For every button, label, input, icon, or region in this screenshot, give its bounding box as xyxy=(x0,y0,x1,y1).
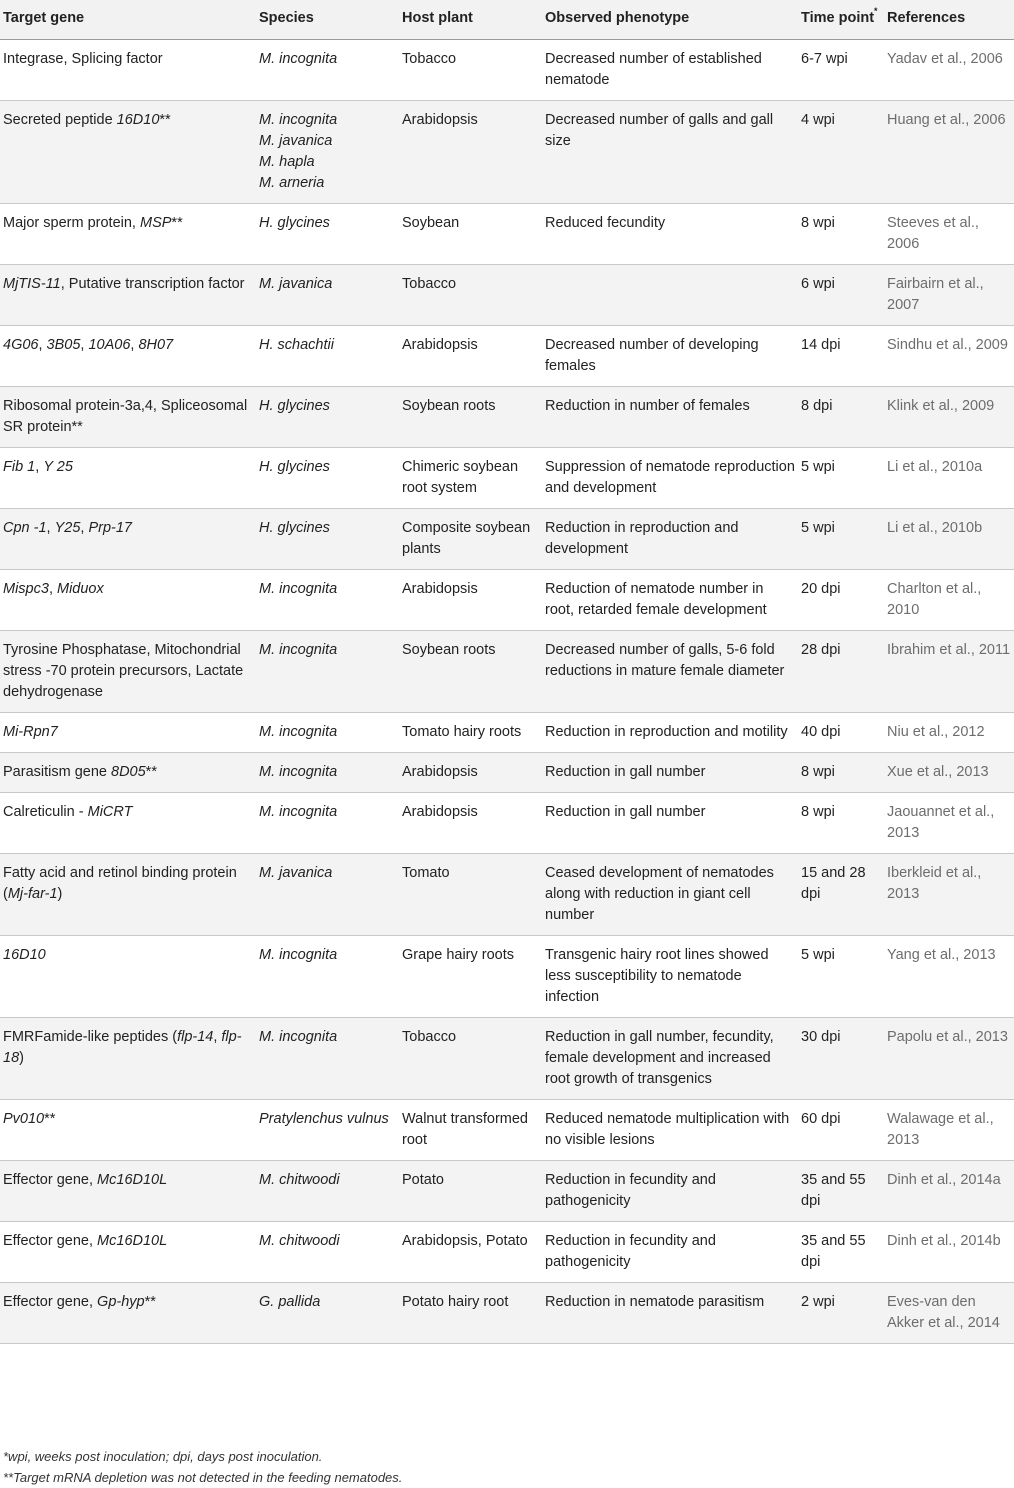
gene-text-segment: Miduox xyxy=(57,581,104,597)
cell-time-point: 8 dpi xyxy=(798,387,884,448)
header-time-point xyxy=(798,0,884,40)
cell-species xyxy=(256,101,399,204)
cell-reference: Klink et al., 2009 xyxy=(884,387,1014,448)
gene-text-segment: , xyxy=(80,520,89,536)
cell-species xyxy=(256,854,399,936)
table-row xyxy=(0,854,1014,936)
cell-phenotype: Reduction of nematode number in root, retarded female development xyxy=(542,570,798,631)
cell-phenotype: Decreased number of galls and gall size xyxy=(542,101,798,204)
gene-text-segment: , xyxy=(213,1029,222,1045)
header-target-gene: Target gene xyxy=(0,0,256,40)
table-row xyxy=(0,101,1014,204)
species-name: Pratylenchus vulnus xyxy=(259,1111,389,1127)
cell-target-gene xyxy=(0,448,256,509)
cell-phenotype: Reduction in gall number xyxy=(542,753,798,793)
gene-text-segment: 8D05 xyxy=(111,764,146,780)
gene-text-segment: Major sperm protein, xyxy=(3,215,140,231)
cell-reference: Walawage et al., 2013 xyxy=(884,1100,1014,1161)
cell-target-gene xyxy=(0,1161,256,1222)
cell-host-plant: Arabidopsis xyxy=(399,753,542,793)
cell-target-gene xyxy=(0,854,256,936)
cell-time-point: 40 dpi xyxy=(798,713,884,753)
cell-target-gene xyxy=(0,936,256,1018)
footnote-abbreviations: *wpi, weeks post inoculation; dpi, days post inoculation. xyxy=(3,1449,323,1464)
cell-host-plant: Soybean xyxy=(399,204,542,265)
cell-host-plant: Arabidopsis xyxy=(399,326,542,387)
cell-host-plant: Potato xyxy=(399,1161,542,1222)
species-name: M. arneria xyxy=(259,175,325,191)
table-row xyxy=(0,1222,1014,1283)
cell-reference: Eves-van den Akker et al., 2014 xyxy=(884,1283,1014,1344)
cell-species xyxy=(256,713,399,753)
cell-time-point: 30 dpi xyxy=(798,1018,884,1100)
gene-text-segment: Y 25 xyxy=(43,459,73,475)
cell-reference: Iberkleid et al., 2013 xyxy=(884,854,1014,936)
gene-text-segment: Y25 xyxy=(54,520,81,536)
gene-text-segment: , xyxy=(46,520,55,536)
gene-text-segment: Effector gene, xyxy=(3,1172,98,1188)
table-row xyxy=(0,326,1014,387)
species-name: H. glycines xyxy=(259,459,330,475)
cell-reference: Niu et al., 2012 xyxy=(884,713,1014,753)
cell-reference: Charlton et al., 2010 xyxy=(884,570,1014,631)
table-row xyxy=(0,40,1014,101)
cell-time-point: 60 dpi xyxy=(798,1100,884,1161)
gene-text-segment: ** xyxy=(171,215,183,231)
gene-text-segment: 3B05 xyxy=(46,337,81,353)
cell-time-point: 6 wpi xyxy=(798,265,884,326)
cell-reference: Steeves et al., 2006 xyxy=(884,204,1014,265)
table-row xyxy=(0,1161,1014,1222)
table-row xyxy=(0,570,1014,631)
cell-time-point: 35 and 55 dpi xyxy=(798,1222,884,1283)
gene-text-segment: Calreticulin - xyxy=(3,804,88,820)
cell-host-plant: Composite soybean plants xyxy=(399,509,542,570)
species-name: H. glycines xyxy=(259,398,330,414)
gene-text-segment: Mc16D10L xyxy=(97,1172,168,1188)
gene-text-segment: Pv010 xyxy=(3,1111,45,1127)
gene-text-segment: Mi-Rpn7 xyxy=(3,724,58,740)
gene-text-segment: flp-14 xyxy=(177,1029,214,1045)
gene-text-segment: 10A06 xyxy=(88,337,131,353)
cell-time-point: 8 wpi xyxy=(798,793,884,854)
cell-species xyxy=(256,326,399,387)
cell-target-gene xyxy=(0,753,256,793)
species-name: M. incognita xyxy=(259,947,338,963)
cell-reference: Yang et al., 2013 xyxy=(884,936,1014,1018)
gene-text-segment: Mj-far-1 xyxy=(7,886,58,902)
cell-target-gene xyxy=(0,570,256,631)
cell-host-plant: Tomato hairy roots xyxy=(399,713,542,753)
cell-target-gene xyxy=(0,326,256,387)
cell-host-plant: Arabidopsis xyxy=(399,570,542,631)
table-header-row xyxy=(0,0,1014,40)
table-row xyxy=(0,448,1014,509)
gene-text-segment: Cpn -1 xyxy=(3,520,47,536)
gene-text-segment: , xyxy=(38,337,47,353)
species-name: H. glycines xyxy=(259,520,330,536)
cell-host-plant: Soybean roots xyxy=(399,387,542,448)
cell-phenotype: Reduced fecundity xyxy=(542,204,798,265)
gene-text-segment: 4G06 xyxy=(3,337,39,353)
cell-phenotype: Decreased number of established nematode xyxy=(542,40,798,101)
cell-reference: Li et al., 2010a xyxy=(884,448,1014,509)
cell-species xyxy=(256,1222,399,1283)
cell-time-point: 8 wpi xyxy=(798,753,884,793)
table-row xyxy=(0,713,1014,753)
cell-species xyxy=(256,570,399,631)
cell-species xyxy=(256,1018,399,1100)
cell-time-point: 20 dpi xyxy=(798,570,884,631)
table-row xyxy=(0,509,1014,570)
cell-target-gene xyxy=(0,793,256,854)
cell-species xyxy=(256,1283,399,1344)
cell-time-point: 4 wpi xyxy=(798,101,884,204)
gene-text-segment: ** xyxy=(44,1111,56,1127)
gene-text-segment: MSP xyxy=(140,215,172,231)
cell-phenotype: Reduction in fecundity and pathogenicity xyxy=(542,1161,798,1222)
gene-text-segment: Effector gene, xyxy=(3,1294,98,1310)
cell-target-gene xyxy=(0,1018,256,1100)
cell-host-plant: Tomato xyxy=(399,854,542,936)
cell-phenotype: Reduction in gall number, fecundity, female development and increased root growth of transgenics xyxy=(542,1018,798,1100)
cell-time-point: 28 dpi xyxy=(798,631,884,713)
species-name: G. pallida xyxy=(259,1294,321,1310)
cell-phenotype: Reduced nematode multiplication with no visible lesions xyxy=(542,1100,798,1161)
cell-phenotype: Reduction in number of females xyxy=(542,387,798,448)
cell-time-point: 6-7 wpi xyxy=(798,40,884,101)
gene-text-segment: 16D10 xyxy=(116,112,160,128)
cell-phenotype: Reduction in reproduction and motility xyxy=(542,713,798,753)
gene-text-segment: 16D10 xyxy=(3,947,46,963)
cell-host-plant: Tobacco xyxy=(399,265,542,326)
gene-text-segment: , Putative transcription factor xyxy=(60,276,245,292)
table-footnotes xyxy=(3,1446,402,1488)
species-name: M. incognita xyxy=(259,1029,338,1045)
species-name: M. hapla xyxy=(259,154,315,170)
cell-species xyxy=(256,265,399,326)
cell-host-plant: Tobacco xyxy=(399,40,542,101)
header-time-point-mark: * xyxy=(874,6,878,17)
species-name: M. incognita xyxy=(259,581,338,597)
cell-species xyxy=(256,793,399,854)
cell-species xyxy=(256,509,399,570)
species-name: M. incognita xyxy=(259,112,338,128)
header-phenotype: Observed phenotype xyxy=(542,0,798,40)
cell-phenotype: Decreased number of developing females xyxy=(542,326,798,387)
cell-host-plant: Arabidopsis xyxy=(399,101,542,204)
cell-reference: Li et al., 2010b xyxy=(884,509,1014,570)
gene-text-segment: Fatty acid and retinol binding protein ( xyxy=(3,865,237,902)
cell-reference: Fairbairn et al., 2007 xyxy=(884,265,1014,326)
gene-text-segment: ** xyxy=(144,1294,156,1310)
cell-host-plant: Tobacco xyxy=(399,1018,542,1100)
cell-host-plant: Soybean roots xyxy=(399,631,542,713)
cell-phenotype: Reduction in gall number xyxy=(542,793,798,854)
cell-phenotype xyxy=(542,265,798,326)
cell-time-point: 5 wpi xyxy=(798,448,884,509)
gene-text-segment: , xyxy=(130,337,139,353)
gene-text-segment: ** xyxy=(145,764,157,780)
table-row xyxy=(0,793,1014,854)
table-row xyxy=(0,936,1014,1018)
table-body xyxy=(0,40,1014,1344)
cell-time-point: 5 wpi xyxy=(798,936,884,1018)
header-references: References xyxy=(884,0,1014,40)
gene-text-segment: Parasitism gene xyxy=(3,764,111,780)
cell-species xyxy=(256,387,399,448)
cell-target-gene xyxy=(0,1100,256,1161)
table-row xyxy=(0,1100,1014,1161)
gene-text-segment: 8H07 xyxy=(138,337,174,353)
species-name: H. glycines xyxy=(259,215,330,231)
species-name: M. chitwoodi xyxy=(259,1172,340,1188)
table-row xyxy=(0,387,1014,448)
cell-species xyxy=(256,753,399,793)
cell-target-gene xyxy=(0,1283,256,1344)
cell-target-gene xyxy=(0,265,256,326)
cell-host-plant: Grape hairy roots xyxy=(399,936,542,1018)
gene-text-segment: ) xyxy=(57,886,63,902)
cell-phenotype: Ceased development of nematodes along with reduction in giant cell number xyxy=(542,854,798,936)
species-name: M. javanica xyxy=(259,133,333,149)
gene-text-segment: Secreted peptide xyxy=(3,112,117,128)
cell-host-plant: Potato hairy root xyxy=(399,1283,542,1344)
species-name: H. schachtii xyxy=(259,337,334,353)
species-name: M. incognita xyxy=(259,804,338,820)
cell-time-point: 15 and 28 dpi xyxy=(798,854,884,936)
cell-reference: Jaouannet et al., 2013 xyxy=(884,793,1014,854)
cell-target-gene xyxy=(0,204,256,265)
gene-text-segment: , xyxy=(48,581,57,597)
cell-target-gene xyxy=(0,713,256,753)
gene-text-segment: , xyxy=(35,459,44,475)
cell-time-point: 5 wpi xyxy=(798,509,884,570)
gene-text-segment: flp-18 xyxy=(3,1029,242,1066)
gene-text-segment: Effector gene, xyxy=(3,1233,98,1249)
cell-host-plant: Chimeric soybean root system xyxy=(399,448,542,509)
gene-text-segment: Ribosomal protein-3a,4, Spliceosomal SR protein** xyxy=(3,398,248,435)
species-name: M. javanica xyxy=(259,276,333,292)
table-row xyxy=(0,1283,1014,1344)
cell-species xyxy=(256,631,399,713)
gene-text-segment: Mispc3 xyxy=(3,581,49,597)
cell-phenotype: Transgenic hairy root lines showed less susceptibility to nematode infection xyxy=(542,936,798,1018)
species-name: M. incognita xyxy=(259,51,338,67)
gene-text-segment: Integrase, Splicing factor xyxy=(3,51,163,67)
table-row xyxy=(0,1018,1014,1100)
cell-reference: Ibrahim et al., 2011 xyxy=(884,631,1014,713)
gene-text-segment: ** xyxy=(159,112,171,128)
header-species: Species xyxy=(256,0,399,40)
cell-reference: Huang et al., 2006 xyxy=(884,101,1014,204)
cell-reference: Sindhu et al., 2009 xyxy=(884,326,1014,387)
cell-target-gene xyxy=(0,1222,256,1283)
cell-target-gene xyxy=(0,40,256,101)
gene-text-segment: Fib 1 xyxy=(3,459,36,475)
table-row xyxy=(0,265,1014,326)
cell-reference: Dinh et al., 2014b xyxy=(884,1222,1014,1283)
cell-phenotype: Reduction in reproduction and development xyxy=(542,509,798,570)
cell-host-plant: Walnut transformed root xyxy=(399,1100,542,1161)
cell-time-point: 35 and 55 dpi xyxy=(798,1161,884,1222)
gene-text-segment: FMRFamide-like peptides ( xyxy=(3,1029,178,1045)
table-row xyxy=(0,631,1014,713)
cell-target-gene xyxy=(0,387,256,448)
cell-target-gene xyxy=(0,631,256,713)
gene-text-segment: Mc16D10L xyxy=(97,1233,168,1249)
cell-species xyxy=(256,1161,399,1222)
gene-text-segment: MjTIS-11 xyxy=(3,276,61,292)
cell-reference: Papolu et al., 2013 xyxy=(884,1018,1014,1100)
cell-phenotype: Suppression of nematode reproduction and development xyxy=(542,448,798,509)
cell-time-point: 2 wpi xyxy=(798,1283,884,1344)
species-name: M. chitwoodi xyxy=(259,1233,340,1249)
footnote-mrna-depletion: **Target mRNA depletion was not detected in the feeding nematodes. xyxy=(3,1470,403,1485)
cell-reference: Xue et al., 2013 xyxy=(884,753,1014,793)
cell-species xyxy=(256,936,399,1018)
gene-text-segment: Tyrosine Phosphatase, Mitochondrial stress -70 protein precursors, Lactate dehydrogenase xyxy=(3,642,244,700)
cell-host-plant: Arabidopsis, Potato xyxy=(399,1222,542,1283)
cell-time-point: 14 dpi xyxy=(798,326,884,387)
species-name: M. incognita xyxy=(259,642,338,658)
cell-species xyxy=(256,1100,399,1161)
cell-phenotype: Reduction in nematode parasitism xyxy=(542,1283,798,1344)
species-name: M. javanica xyxy=(259,865,333,881)
cell-species xyxy=(256,448,399,509)
cell-phenotype: Decreased number of galls, 5-6 fold reductions in mature female diameter xyxy=(542,631,798,713)
header-host-plant: Host plant xyxy=(399,0,542,40)
gene-text-segment: Prp-17 xyxy=(88,520,132,536)
cell-target-gene xyxy=(0,101,256,204)
cell-reference: Yadav et al., 2006 xyxy=(884,40,1014,101)
gene-text-segment: Gp-hyp xyxy=(97,1294,145,1310)
cell-time-point: 8 wpi xyxy=(798,204,884,265)
gene-text-segment: MiCRT xyxy=(87,804,133,820)
cell-target-gene xyxy=(0,509,256,570)
cell-host-plant: Arabidopsis xyxy=(399,793,542,854)
gene-text-segment: ) xyxy=(19,1050,24,1066)
table-row xyxy=(0,753,1014,793)
cell-phenotype: Reduction in fecundity and pathogenicity xyxy=(542,1222,798,1283)
gene-text-segment: , xyxy=(80,337,89,353)
cell-reference: Dinh et al., 2014a xyxy=(884,1161,1014,1222)
header-time-point-label: Time point xyxy=(801,10,875,26)
table-row xyxy=(0,204,1014,265)
cell-species xyxy=(256,204,399,265)
species-name: M. incognita xyxy=(259,764,338,780)
cell-species xyxy=(256,40,399,101)
species-name: M. incognita xyxy=(259,724,338,740)
